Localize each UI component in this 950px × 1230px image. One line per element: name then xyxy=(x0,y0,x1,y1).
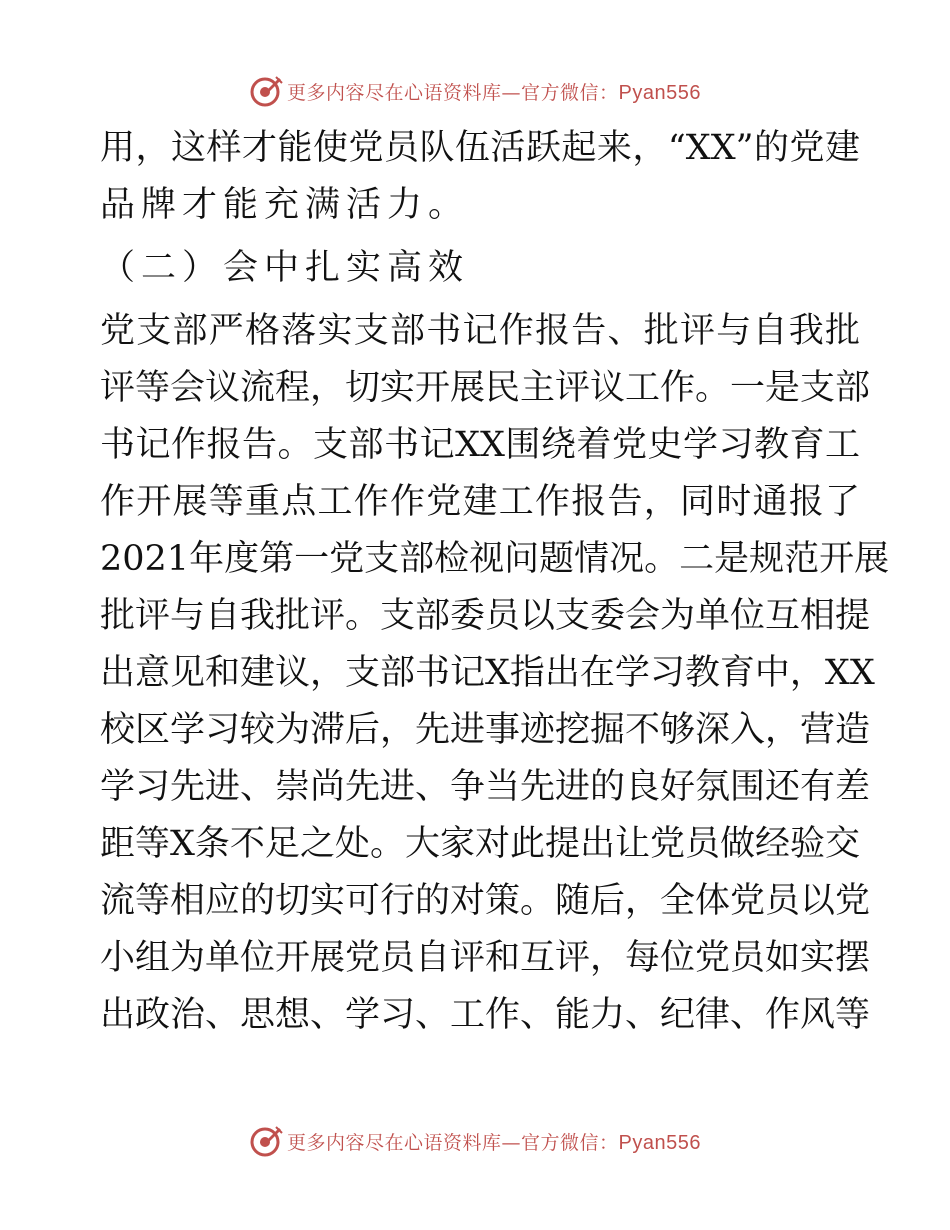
pen-logo-icon xyxy=(249,74,283,108)
paragraph-line: 品牌才能充满活力。 xyxy=(100,185,470,225)
paragraph-line: 用，这样才能使党员队伍活跃起来，“XX”的党建 xyxy=(100,128,860,168)
paragraph-line: 小组为单位开展党员自评和互评，每位党员如实摆 xyxy=(100,938,871,978)
paragraph-line: 出意见和建议，支部书记X指出在学习教育中，XX xyxy=(100,653,875,693)
paragraph-line: 书记作报告。支部书记XX围绕着党史学习教育工 xyxy=(100,425,860,465)
paragraph-line: 流等相应的切实可行的对策。随后，全体党员以党 xyxy=(100,881,871,921)
paragraph-line: 出政治、思想、学习、工作、能力、纪律、作风等 xyxy=(100,995,871,1035)
document-body xyxy=(100,120,890,1044)
paragraph-line: 批评与自我批评。支部委员以支委会为单位互相提 xyxy=(100,596,871,636)
watermark-text: 更多内容尽在心语资料库—官方微信：Pyan556 xyxy=(287,1131,701,1154)
pen-logo-icon xyxy=(249,1124,283,1158)
footer-watermark xyxy=(0,1121,950,1161)
paragraph-line: 距等X条不足之处。大家对此提出让党员做经验交 xyxy=(100,824,860,864)
paragraph-line: 学习先进、崇尚先进、争当先进的良好氛围还有差 xyxy=(100,767,871,807)
paragraph-line: 党支部严格落实支部书记作报告、批评与自我批 xyxy=(100,311,860,351)
paragraph-line: 作开展等重点工作作党建工作报告，同时通报了 xyxy=(100,482,860,522)
watermark-text: 更多内容尽在心语资料库—官方微信：Pyan556 xyxy=(287,81,701,104)
paragraph-line: 2021年度第一党支部检视问题情况。二是规范开展 xyxy=(100,539,890,579)
header-watermark xyxy=(0,71,950,111)
paragraph-line: 校区学习较为滞后，先进事迹挖掘不够深入，营造 xyxy=(100,710,871,750)
paragraph-line: 评等会议流程，切实开展民主评议工作。一是支部 xyxy=(100,368,871,408)
section-heading: （二）会中扎实高效 xyxy=(100,248,470,288)
